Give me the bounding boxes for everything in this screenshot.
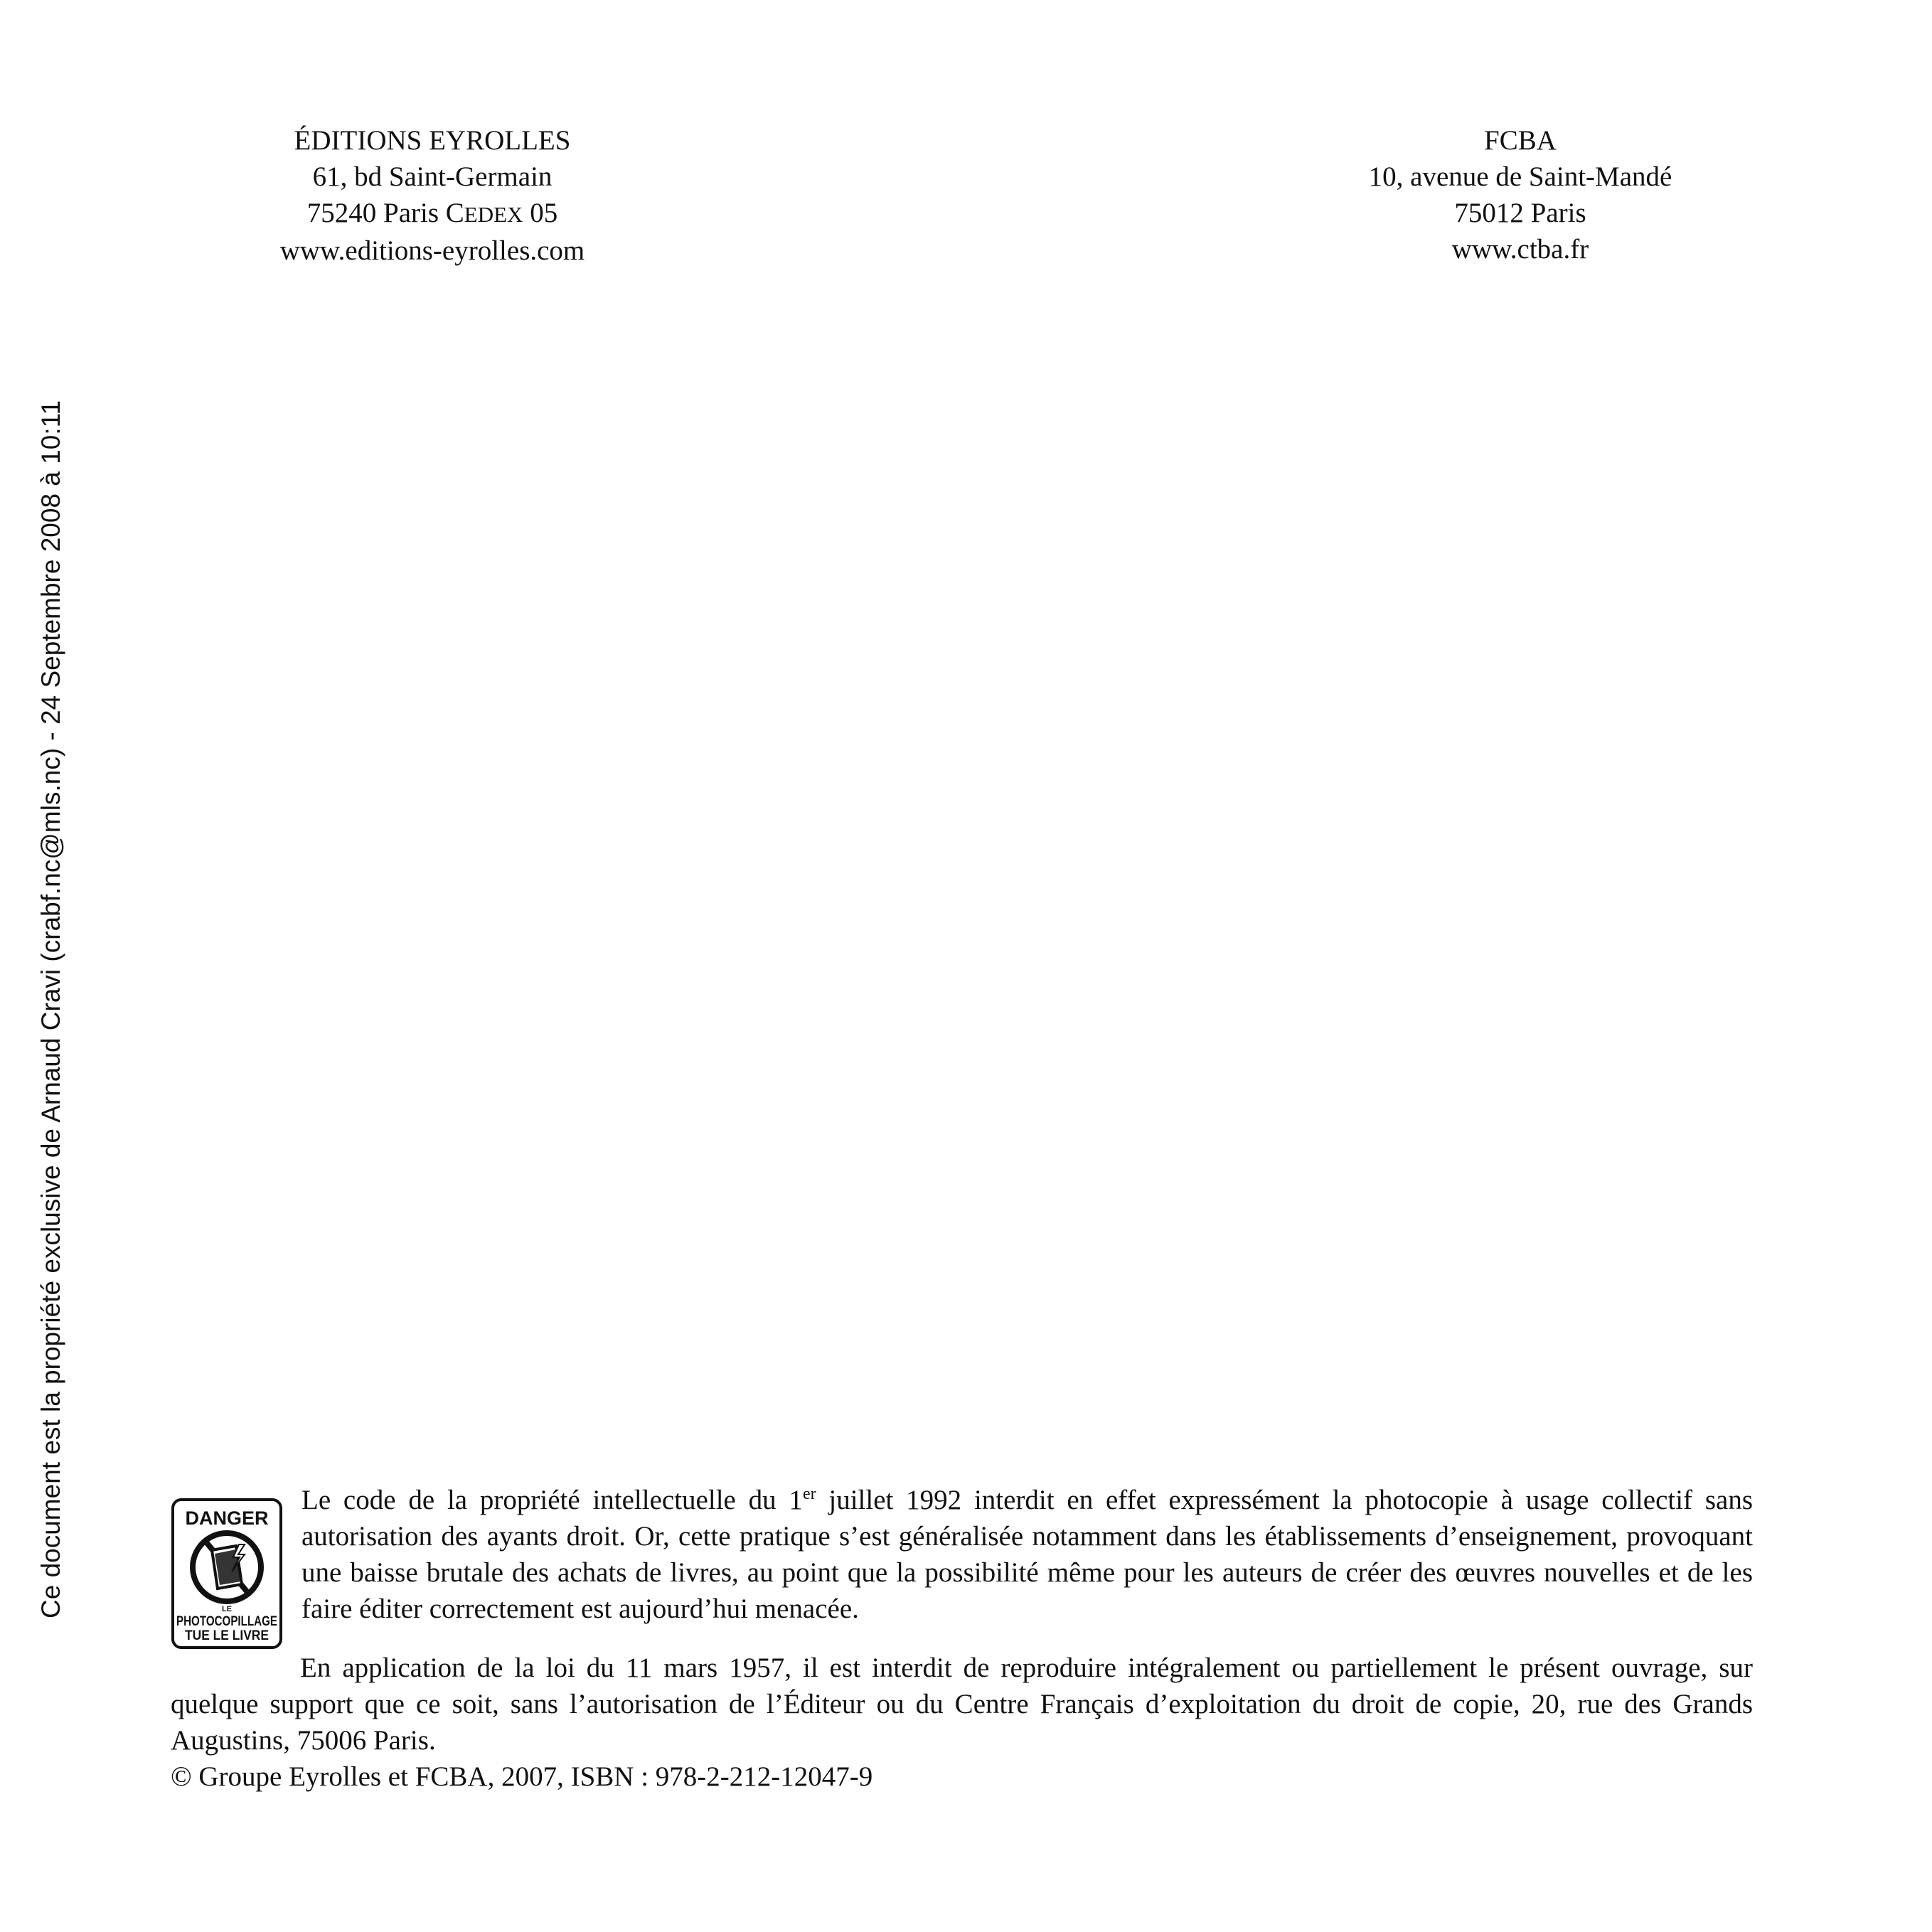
legal-paragraph-1 [301, 1482, 1753, 1627]
danger-logo-line2: TUE LE LIVRE [185, 1628, 269, 1643]
publisher-eyrolles-city-prefix: 75240 Paris [306, 198, 446, 228]
publisher-eyrolles-cedex-initial: C [445, 198, 464, 228]
publisher-fcba-street: 10, avenue de Saint-Mandé [1368, 161, 1672, 192]
publisher-fcba-address [1264, 122, 1776, 267]
legal-notice [171, 1482, 1753, 1795]
copyright-isbn-line: © Groupe Eyrolles et FCBA, 2007, ISBN : 978-2-212-12047-9 [171, 1761, 873, 1792]
publisher-fcba-city: 75012 Paris [1454, 198, 1586, 228]
danger-logo-le: LE [221, 1605, 233, 1613]
publisher-fcba-website: www.ctba.fr [1451, 234, 1589, 265]
publisher-eyrolles-street: 61, bd Saint-Germain [312, 161, 553, 192]
publisher-eyrolles-address [176, 122, 688, 269]
legal-paragraph-1-superscript: er [802, 1485, 816, 1503]
danger-logo-title: DANGER [185, 1507, 269, 1529]
publisher-fcba-name: FCBA [1484, 125, 1557, 156]
danger-logo-line1: PHOTOCOPILLAGE [176, 1614, 277, 1629]
publisher-eyrolles-website: www.editions-eyrolles.com [279, 235, 585, 266]
publisher-eyrolles-cedex-rest: EDEX [464, 202, 523, 227]
legal-paragraph-2: En application de la loi du 11 mars 1957, il est interdit de reproduire intégralement ou partiellement le présent ouvrage, sur quelque support que ce soit, sans l’autorisation de l’Éditeur ou du Centre Français d’exploitation du droit de copie, 20, rue des Grands Augustins, 75006 Paris. [171, 1653, 1753, 1756]
publisher-eyrolles-city [176, 195, 688, 233]
publisher-eyrolles-name: ÉDITIONS EYROLLES [294, 125, 571, 156]
publisher-eyrolles-cedex-number: 05 [523, 198, 558, 228]
ownership-watermark-note: Ce document est la propriété exclusive de Arnaud Cravi (crabf.nc@mls.nc) - 24 Septembre 2008 à 10:11 [36, 400, 65, 1618]
legal-paragraph-1-start: Le code de la propriété intellectuelle du 1 [301, 1485, 803, 1515]
danger-photocopillage-logo-icon [171, 1498, 283, 1650]
legal-paragraph-1-rest: juillet 1992 interdit en effet expressément la photocopie à usage collectif sans autorisation des ayants droit. Or, cette pratique s’est généralisée notamment dans les établissements d’enseignement, provoquant une baisse brutale des achats de livres, au point que la possibilité même pour les auteurs de créer des œuvres nouvelles et de les faire éditer correctement est aujourd’hui menacée. [301, 1485, 1753, 1624]
